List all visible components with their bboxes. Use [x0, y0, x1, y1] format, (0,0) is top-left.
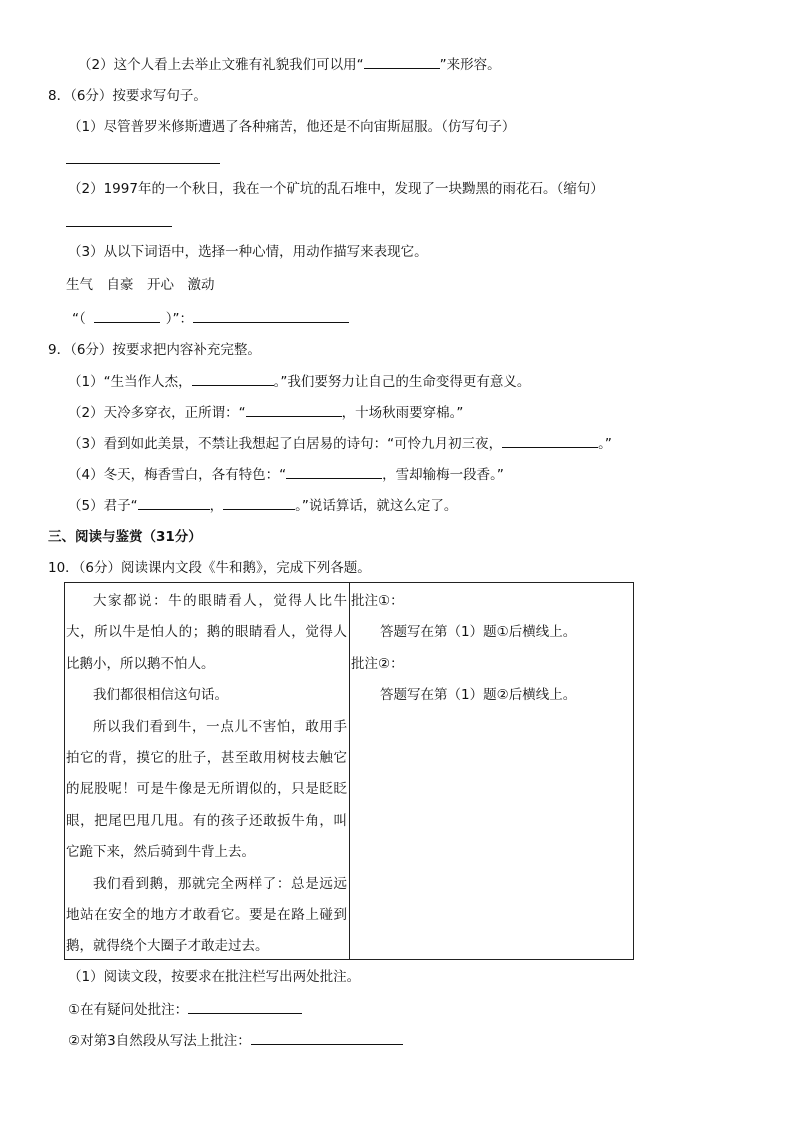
answer-line[interactable] — [66, 226, 172, 227]
answer-blank[interactable] — [251, 1031, 403, 1045]
answer-blank[interactable] — [502, 434, 598, 448]
word-choices: 生气 自豪 开心 激动 — [66, 277, 215, 293]
q10-sub-1b: ②对第3自然段从写法上批注： — [68, 1031, 403, 1050]
q8-item-2: （2）1997年的一个秋日，我在一个矿坑的乱石堆中，发现了一块黝黑的雨花石。（缩句） — [68, 181, 604, 197]
section-title: 三、阅读与鉴赏（31分） — [48, 529, 202, 545]
q9-header: 9．（6分）按要求把内容补充完整。 — [48, 342, 261, 358]
q10-sub-1a: ①在有疑问处批注： — [68, 1000, 302, 1019]
passage-paragraph: 大家都说：牛的眼睛看人，觉得人比牛大，所以牛是怕人的；鹅的眼睛看人，觉得人比鹅小，所以鹅不怕人。 — [66, 593, 347, 672]
table-divider — [349, 582, 350, 960]
passage-paragraph: 我们都很相信这句话。 — [93, 687, 228, 704]
q9-item-4: （4）冬天，梅香雪白，各有特色：“ ，雪却输梅一段香。” — [68, 467, 504, 483]
q7-item-2: （2）这个人看上去举止文雅有礼貌我们可以用“ ”来形容。 — [78, 57, 501, 73]
q9-item-5: （5）君子“ ， 。”说话算话，就这么定了。 — [68, 498, 458, 514]
answer-blank[interactable] — [193, 309, 349, 323]
reading-passage — [64, 586, 349, 963]
q10-header: 10．（6分）阅读课内文段《牛和鹅》，完成下列各题。 — [48, 560, 371, 576]
q9-item-2: （2）天冷多穿衣，正所谓：“ ，十场秋雨要穿棉。” — [68, 405, 464, 421]
answer-blank[interactable] — [246, 403, 342, 417]
q8-item-3: （3）从以下词语中，选择一种心情，用动作描写来表现它。 — [68, 244, 428, 260]
answer-blank[interactable] — [192, 372, 274, 386]
answer-blank[interactable] — [94, 309, 160, 323]
annotation-1-label: 批注①： — [351, 593, 404, 609]
passage-paragraph: 所以我们看到牛，一点儿不害怕，敢用手拍它的背，摸它的肚子，甚至敢用树枝去触它的屁股呢！可是牛像是无所谓似的，只是眨眨眼，把尾巴甩几甩。有的孩子还敢扳牛角，叫它跪下来，然后骑到牛背上去。 — [66, 718, 347, 861]
annotation-1-hint: 答题写在第（1）题①后横线上。 — [380, 624, 577, 640]
passage-paragraph: 我们看到鹅，那就完全两样了：总是远远地站在安全的地方才敢看它。要是在路上碰到鹅，就得绕个大圈子才敢走过去。 — [66, 875, 347, 955]
q8-item-1: （1）尽管普罗米修斯遭遇了各种痛苦，他还是不向宙斯屈服。（仿写句子） — [68, 119, 516, 135]
annotation-2-hint: 答题写在第（1）题②后横线上。 — [380, 687, 577, 703]
answer-blank[interactable] — [364, 55, 440, 69]
q9-item-1: （1）“生当作人杰， 。”我们要努力让自己的生命变得更有意义。 — [68, 374, 531, 390]
answer-blank[interactable] — [138, 496, 210, 510]
answer-blank[interactable] — [286, 465, 382, 479]
answer-blank[interactable] — [188, 1000, 302, 1014]
annotation-2-label: 批注②： — [351, 656, 404, 672]
q8-header: 8．（6分）按要求写句子。 — [48, 88, 207, 104]
answer-blank[interactable] — [223, 496, 295, 510]
q9-item-3: （3）看到如此美景，不禁让我想起了白居易的诗句：“可怜九月初三夜， 。” — [68, 436, 612, 452]
answer-line[interactable] — [66, 163, 220, 164]
q10-sub-1: （1）阅读文段，按要求在批注栏写出两处批注。 — [68, 969, 361, 985]
q8-fill-line: “（ ）”： — [72, 309, 349, 328]
